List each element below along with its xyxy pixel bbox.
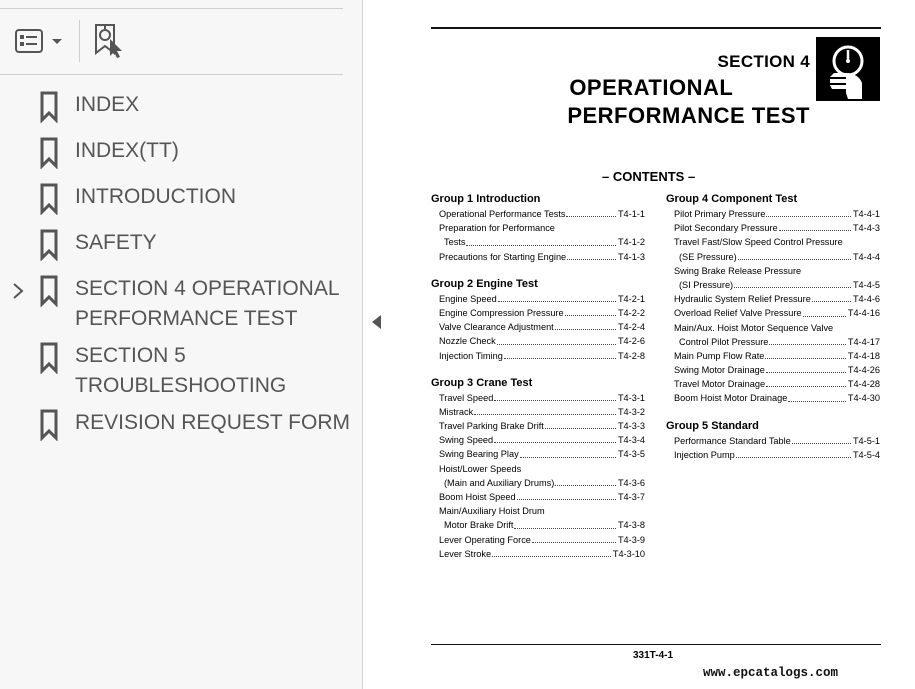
toc-leader-dots [555,476,616,486]
toc-entry-page: T4-3-7 [618,490,645,504]
toc-entry[interactable] [666,391,880,405]
toc-leader-dots [504,349,616,359]
toc-entry[interactable] [666,363,880,377]
toc-entry-page: T4-4-1 [853,207,880,221]
toc-entry-title: Swing Brake Release Pressure [666,264,801,278]
toc-entry-page: T4-3-4 [618,433,645,447]
toc-entry[interactable] [431,320,645,334]
bookmark-label: INTRODUCTION [75,185,236,208]
toc-entry-title: Nozzle Check [431,334,496,348]
toc-entry-title: Main Pump Flow Rate [666,349,764,363]
bookmark-item[interactable] [0,408,350,442]
toc-entry[interactable] [431,292,645,306]
toc-leader-dots [803,306,846,316]
toc-leader-dots [766,363,846,373]
toc-entry[interactable] [666,434,880,448]
section-logo [816,37,880,101]
toc-leader-dots [792,434,851,444]
toc-entry[interactable] [431,476,645,490]
toc-entry-page: T4-1-2 [618,235,645,249]
toc-entry-page: T4-4-16 [848,306,880,320]
toc-entry-title: Travel Speed [431,391,493,405]
toc-entry[interactable] [666,264,880,278]
toc-entry[interactable] [666,250,880,264]
bookmark-icon [39,183,59,215]
toc-entry-title: Tests [431,235,465,249]
toc-leader-dots [788,391,845,401]
toc-entry[interactable] [431,419,645,433]
toc-entry-title: Travel Fast/Slow Speed Control Pressure [666,235,843,249]
toc-leader-dots [517,490,616,500]
toc-leader-dots [766,377,846,387]
toc-entry-title: (SI Pressure) [666,278,733,292]
toc-leader-dots [466,235,615,245]
header-rule [431,27,881,29]
toc-entry-title: Boom Hoist Speed [431,490,516,504]
toc-entry-page: T4-1-3 [618,250,645,264]
toc-group [666,192,880,406]
toc-entry-title: Lever Operating Force [431,533,531,547]
toc-entry-title: Mistrack [431,405,473,419]
bookmark-icon [39,137,59,169]
toc-right-column [666,192,880,475]
toc-entry[interactable] [431,391,645,405]
list-view-icon [14,28,44,54]
toc-leader-dots [494,433,616,443]
toolbar-bottom-divider [0,74,343,75]
bookmark-item[interactable] [0,182,343,216]
toc-entry[interactable] [666,349,880,363]
section-title-line1: OPERATIONAL [569,75,734,100]
bookmark-label: SECTION 5 [75,344,186,367]
toc-entry-title: Control Pilot Pressure [666,335,768,349]
toc-leader-dots [736,448,851,458]
bookmarks-panel [0,0,363,689]
toc-entry-title: Lever Stroke [431,547,491,561]
toc-leader-dots [566,207,615,217]
toc-leader-dots [555,320,616,330]
toc-leader-dots [738,250,851,260]
toc-entry-title: Engine Compression Pressure [431,306,564,320]
bookmark-label: SECTION 4 OPERATIONAL [75,277,340,300]
toc-entry[interactable] [431,504,645,518]
footer-page-number: 331T-4-1 [633,650,674,661]
toc-group-title: Group 5 Standard [666,419,759,432]
toc-entry-title: Motor Brake Drift [431,518,513,532]
toc-entry[interactable] [666,448,880,462]
collapse-panel-button[interactable] [368,312,384,332]
toc-entry[interactable] [666,306,880,320]
bookmark-item[interactable] [0,136,343,170]
toc-leader-dots [532,533,616,543]
watermark: www.epcatalogs.com [703,666,839,680]
toc-entry-page: T4-2-4 [618,320,645,334]
toc-entry-page: T4-4-6 [853,292,880,306]
toc-entry-page: T4-4-3 [853,221,880,235]
toc-entry[interactable] [431,547,645,561]
toc-entry-page: T4-4-17 [848,335,880,349]
toc-leader-dots [494,391,616,401]
toc-entry-title: (Main and Auxiliary Drums) [431,476,554,490]
toc-entry-page: T4-3-9 [618,533,645,547]
toc-entry-page: T4-4-5 [853,278,880,292]
bookmark-icon [39,91,59,123]
bookmark-search-icon [92,23,126,59]
bookmark-icon [39,229,59,261]
footer-rule [431,644,881,645]
toc-entry-page: T4-3-6 [618,476,645,490]
toc-entry[interactable] [431,207,645,221]
expand-chevron-icon[interactable] [10,281,26,301]
toc-entry-title: Main/Aux. Hoist Motor Sequence Valve [666,321,833,335]
toc-entry-page: T4-4-4 [853,250,880,264]
bookmark-label: INDEX [75,93,140,116]
toc-entry[interactable] [666,278,880,292]
bookmark-label: REVISION REQUEST FORM [75,411,350,434]
toc-leader-dots [565,306,616,316]
toc-entry[interactable] [431,221,645,235]
toc-entry-title: Swing Bearing Play [431,447,519,461]
bookmark-item[interactable] [0,90,343,124]
toc-group-title: Group 2 Engine Test [431,277,538,290]
toc-entry-page: T4-4-30 [848,391,880,405]
toc-entry[interactable] [666,235,880,249]
bookmark-label: INDEX(TT) [75,139,179,162]
toc-leader-dots [520,447,616,457]
toc-entry[interactable] [666,221,880,235]
toc-entry[interactable] [431,447,645,461]
bookmark-label: SAFETY [75,231,157,254]
toc-entry-page: T4-2-8 [618,349,645,363]
toc-entry[interactable] [431,349,645,363]
toc-entry-title: Engine Speed [431,292,497,306]
toc-entry[interactable] [431,533,645,547]
find-bookmark-button[interactable] [92,22,128,60]
toc-leader-dots [765,349,845,359]
toc-entry[interactable] [666,377,880,391]
toc-group-title: Group 1 Introduction [431,193,541,205]
gauge-hand-icon [816,37,880,101]
toc-entry[interactable] [666,207,880,221]
toc-entry-page: T4-3-2 [618,405,645,419]
contents-heading: – CONTENTS – [602,169,696,184]
options-menu-button[interactable] [14,26,66,56]
toc-entry-title: Travel Motor Drainage [666,377,765,391]
toc-entry-page: T4-3-3 [618,419,645,433]
bookmark-label: TROUBLESHOOTING [75,374,287,397]
toc-leader-dots [812,292,851,302]
toc-leader-dots [545,419,616,429]
toc-leader-dots [567,250,616,260]
toc-group [431,277,645,363]
toc-entry[interactable] [431,490,645,504]
toc-entry-title: Performance Standard Table [666,434,791,448]
toc-leader-dots [779,221,851,231]
bookmark-item[interactable] [0,228,343,262]
toc-entry-title: (SE Pressure) [666,250,737,264]
toc-group [666,419,880,462]
chevron-down-icon [50,36,64,46]
toc-entry-title: Swing Motor Drainage [666,363,765,377]
toc-entry-title: Valve Clearance Adjustment [431,320,554,334]
toc-entry-title: Boom Hoist Motor Drainage [666,391,787,405]
toc-group-title: Group 3 Crane Test [431,376,533,389]
toc-entry-title: Precautions for Starting Engine [431,250,566,264]
toc-entry[interactable] [431,518,645,532]
toc-entry[interactable] [431,306,645,320]
bookmark-item[interactable] [0,341,343,405]
toc-entry[interactable] [431,235,645,249]
toc-entry-title: Pilot Secondary Pressure [666,221,778,235]
toc-leader-dots [498,292,616,302]
toc-entry-title: Operational Performance Tests [431,207,565,221]
toc-entry-title: Travel Parking Brake Drift [431,419,544,433]
toc-entry-title: Hoist/Lower Speeds [431,462,521,476]
bookmark-label: PERFORMANCE TEST [75,307,298,330]
toc-group-title: Group 4 Component Test [666,193,798,205]
toc-entry-page: T4-1-1 [618,207,645,221]
toc-entry-title: Injection Timing [431,349,503,363]
toc-entry-page: T4-2-2 [618,306,645,320]
toc-entry-page: T4-5-1 [853,434,880,448]
toc-entry[interactable] [431,334,645,348]
toc-group [431,376,645,561]
toc-left-column [431,192,645,574]
toc-entry-title: Overload Relief Valve Pressure [666,306,802,320]
toc-entry-title: Injection Pump [666,448,735,462]
toc-entry-page: T4-4-28 [848,377,880,391]
section-title [567,74,810,130]
toolbar-separator [79,20,80,62]
collapse-left-icon [368,312,384,332]
toc-entry-page: T4-2-6 [618,334,645,348]
section-number: SECTION 4 [717,52,810,71]
toc-entry-page: T4-5-4 [853,448,880,462]
toc-leader-dots [492,547,611,557]
toc-leader-dots [514,518,616,528]
toc-entry-title: Swing Speed [431,433,493,447]
toc-group [431,192,645,264]
toc-entry-title: Hydraulic System Relief Pressure [666,292,811,306]
toc-entry-title: Pilot Primary Pressure [666,207,765,221]
toc-entry[interactable] [666,321,880,335]
toc-entry[interactable] [666,335,880,349]
toc-leader-dots [734,278,851,288]
toolbar-top-divider [0,8,343,9]
bookmark-icon [39,275,59,307]
toc-leader-dots [497,334,616,344]
toc-entry[interactable] [666,292,880,306]
toc-leader-dots [474,405,616,415]
toc-entry-title: Main/Auxiliary Hoist Drum [431,504,545,518]
bookmark-item[interactable] [0,274,343,338]
toc-entry[interactable] [431,405,645,419]
toc-entry-page: T4-3-10 [613,547,645,561]
toc-entry-page: T4-3-5 [618,447,645,461]
toc-entry-page: T4-3-1 [618,391,645,405]
toc-entry-page: T4-2-1 [618,292,645,306]
section-title-line2: PERFORMANCE TEST [567,103,810,128]
toc-entry[interactable] [431,462,645,476]
toc-entry-page: T4-3-8 [618,518,645,532]
toc-entry-page: T4-4-26 [848,363,880,377]
toc-leader-dots [769,335,845,345]
bookmark-icon [39,342,59,374]
toc-entry[interactable] [431,250,645,264]
toc-entry-page: T4-4-18 [848,349,880,363]
toc-entry-title: Preparation for Performance [431,221,555,235]
bookmark-icon [39,409,59,441]
toc-leader-dots [766,207,851,217]
toc-entry[interactable] [431,433,645,447]
